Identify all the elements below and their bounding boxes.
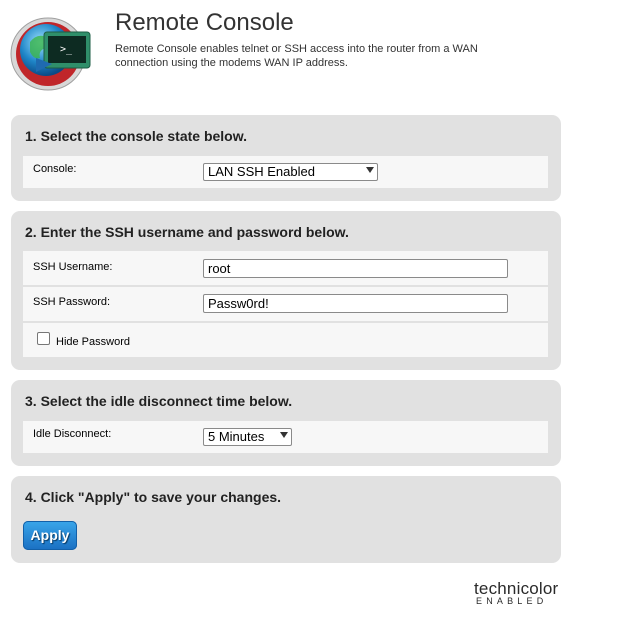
username-label: SSH Username: xyxy=(33,261,113,273)
console-label: Console: xyxy=(33,163,77,175)
technicolor-logo xyxy=(474,579,564,609)
section1-heading: 1. Select the console state below. xyxy=(25,128,247,144)
password-input[interactable]: Passw0rd! xyxy=(203,294,508,313)
idle-select-value: 5 Minutes xyxy=(208,429,265,444)
hide-password-label: Hide Password xyxy=(56,336,130,348)
brand-name: technicolor xyxy=(474,579,559,598)
console-select-value: LAN SSH Enabled xyxy=(208,164,315,179)
remote-console-logo-icon xyxy=(8,12,96,94)
idle-label: Idle Disconnect: xyxy=(33,428,112,440)
ssh-credentials-panel xyxy=(11,211,561,370)
console-row xyxy=(23,156,548,188)
apply-button[interactable]: Apply xyxy=(23,521,77,550)
page-title: Remote Console xyxy=(115,9,294,36)
idle-disconnect-panel xyxy=(11,380,561,466)
password-label: SSH Password: xyxy=(33,296,111,308)
console-select[interactable] xyxy=(203,163,378,181)
svg-text:>_: >_ xyxy=(60,44,73,55)
section2-heading: 2. Enter the SSH username and password below. xyxy=(25,224,349,240)
chevron-down-icon xyxy=(280,432,288,438)
apply-panel xyxy=(11,476,561,563)
hide-password-row xyxy=(23,323,548,357)
brand-tagline: ENABLED xyxy=(476,596,548,606)
section4-heading: 4. Click "Apply" to save your changes. xyxy=(25,489,282,505)
chevron-down-icon xyxy=(366,167,374,173)
idle-row xyxy=(23,421,548,453)
password-row xyxy=(23,287,548,321)
hide-password-checkbox[interactable] xyxy=(37,332,50,345)
console-state-panel xyxy=(11,115,561,201)
username-row xyxy=(23,251,548,285)
idle-select[interactable] xyxy=(203,428,292,446)
username-input[interactable]: root xyxy=(203,259,508,278)
page-description: Remote Console enables telnet or SSH access into the router from a WAN connection using the modems WAN IP address. xyxy=(115,43,478,69)
section3-heading: 3. Select the idle disconnect time below. xyxy=(25,393,293,409)
